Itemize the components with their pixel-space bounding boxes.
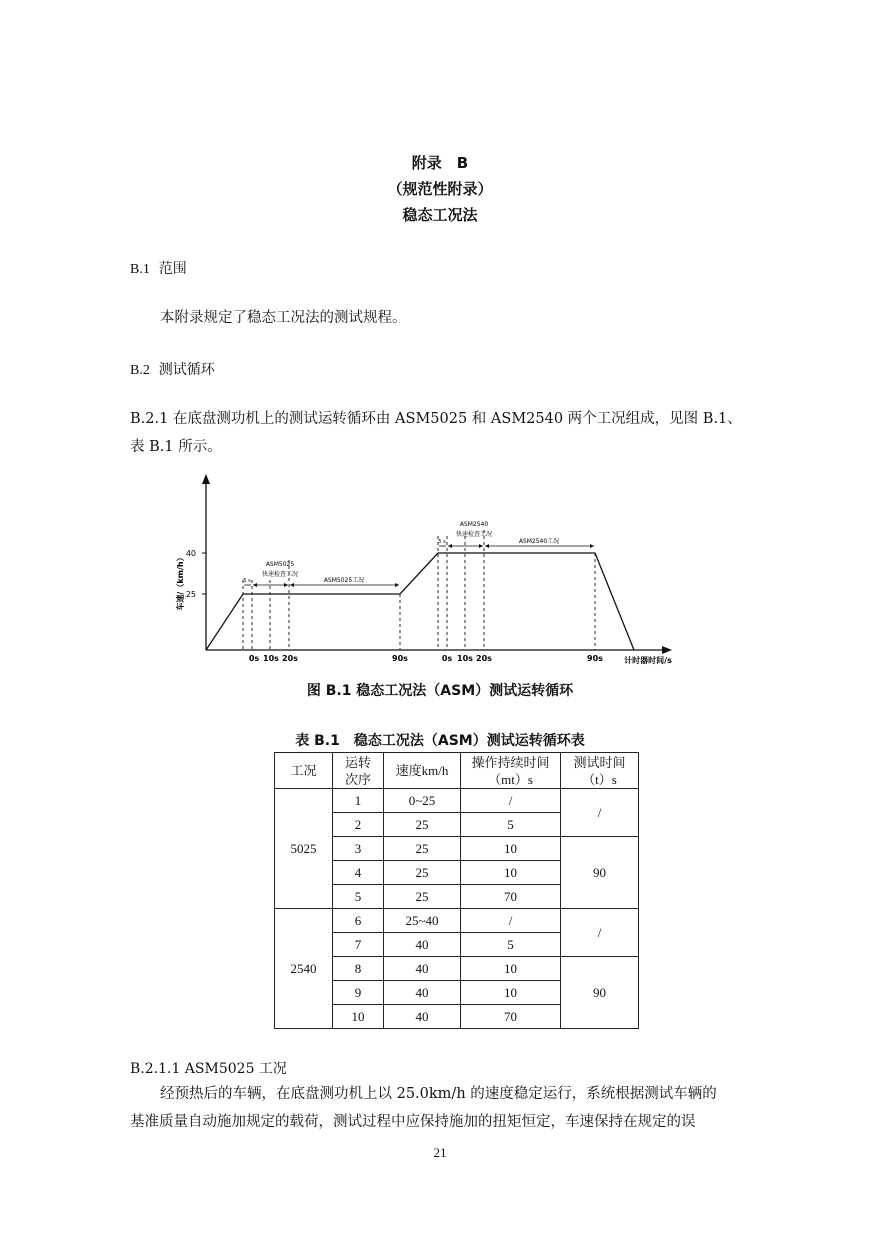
test-time-cell: 90 (561, 957, 639, 1029)
duration-cell: 70 (461, 885, 561, 909)
text-line: 基准质量自动施加规定的载荷，测试过程中应保持施加的扭矩恒定，车速保持在规定的误 (130, 1114, 696, 1130)
speed-cell: 0~25 (384, 789, 461, 813)
annotation-label: 快速检查工况 (455, 531, 493, 538)
speed-cell: 40 (384, 957, 461, 981)
y-axis-label: 车速/（km/h） (176, 553, 185, 611)
duration-cell: / (461, 909, 561, 933)
speed-cell: 40 (384, 1005, 461, 1029)
seq-cell: 7 (333, 933, 384, 957)
x-tick-label: 90s (587, 654, 603, 663)
section-b211-body (130, 1080, 750, 1136)
table-header-row (275, 753, 639, 789)
asm-cycle-table (274, 752, 639, 1029)
seq-cell: 8 (333, 957, 384, 981)
test-time-cell: / (561, 909, 639, 957)
section-b2-heading (130, 359, 215, 379)
test-time-cell: 90 (561, 837, 639, 909)
section-b1-heading (130, 258, 187, 278)
text-line: 表 B.1 所示。 (130, 439, 222, 455)
mode-cell: 2540 (275, 909, 333, 1029)
header-cell (461, 753, 561, 789)
x-axis-label: 计时器时间/s (624, 656, 672, 665)
x-tick-label: 0s (441, 654, 453, 663)
section-number: B.1 (130, 262, 150, 277)
speed-cell: 25~40 (384, 909, 461, 933)
seq-cell: 2 (333, 813, 384, 837)
duration-cell: 10 (461, 837, 561, 861)
header-text: （t）s (582, 771, 617, 787)
speed-cell: 25 (384, 861, 461, 885)
duration-cell: / (461, 789, 561, 813)
seq-cell: 6 (333, 909, 384, 933)
duration-cell: 70 (461, 1005, 561, 1029)
x-tick-label: 20s (476, 654, 492, 663)
section-title: 范围 (158, 261, 187, 277)
seq-cell: 5 (333, 885, 384, 909)
section-title: 测试循环 (158, 362, 215, 378)
header-text: 工况 (290, 763, 317, 778)
x-tick-label: 10s (457, 654, 473, 663)
header-text: 操作持续时间 (471, 754, 550, 770)
seq-cell: 1 (333, 789, 384, 813)
header-text: 次序 (344, 771, 371, 787)
duration-cell: 5 (461, 933, 561, 957)
header-text: （mt）s (488, 771, 533, 787)
annotation-label: ASM5025工况 (323, 577, 365, 584)
x-tick-label: 0s (248, 654, 260, 663)
appendix-title: 稳态工况法 (402, 206, 478, 224)
text-line: 经预热后的车辆，在底盘测功机上以 25.0km/h 的速度稳定运行，系统根据测试车辆的 (160, 1086, 717, 1102)
test-cycle-figure (0, 470, 880, 675)
annotation-label: ASM5025 (265, 561, 295, 568)
annotation-label: ASM2540工况 (518, 538, 560, 545)
test-time-cell: / (561, 789, 639, 837)
header-text: 速度km/h (395, 763, 449, 778)
header-cell (561, 753, 639, 789)
duration-cell: 5 (461, 813, 561, 837)
speed-cell: 25 (384, 837, 461, 861)
appendix-label: 附录 B (411, 154, 469, 172)
duration-cell: 10 (461, 861, 561, 885)
mode-cell: 5025 (275, 789, 333, 909)
section-b21-body (130, 405, 750, 461)
y-tick-label: 40 (185, 549, 196, 558)
section-b211-heading: B.2.1.1 ASM5025 工况 (130, 1061, 287, 1077)
table-caption: 表 B.1 稳态工况法（ASM）测试运转循环表 (295, 733, 585, 749)
seq-cell: 9 (333, 981, 384, 1005)
x-tick-label: 10s (263, 654, 279, 663)
header-cell (275, 753, 333, 789)
header-cell (384, 753, 461, 789)
speed-cell: 40 (384, 981, 461, 1005)
section-number: B.2 (130, 363, 150, 378)
speed-cell: 25 (384, 813, 461, 837)
header-cell (333, 753, 384, 789)
table-row (275, 909, 639, 933)
x-tick-label: 90s (392, 654, 408, 663)
page-number: 21 (433, 1145, 447, 1160)
annotation-label: ASM2540 (459, 521, 489, 528)
annotation-label: 快速检查工况 (261, 571, 299, 578)
duration-label: 5 s (243, 578, 251, 584)
seq-cell: 3 (333, 837, 384, 861)
figure-caption: 图 B.1 稳态工况法（ASM）测试运转循环 (306, 683, 574, 699)
speed-cell: 40 (384, 933, 461, 957)
header-text: 测试时间 (573, 754, 626, 770)
section-b1-body: 本附录规定了稳态工况法的测试规程。 (160, 310, 407, 326)
seq-cell: 10 (333, 1005, 384, 1029)
table-row (275, 789, 639, 813)
text-line: B.2.1 在底盘测功机上的测试运转循环由 ASM5025 和 ASM2540 两个工况组成，见图 B.1、 (130, 411, 742, 427)
y-tick-label: 25 (185, 590, 196, 599)
header-text: 运转 (344, 754, 371, 770)
duration-cell: 10 (461, 981, 561, 1005)
seq-cell: 4 (333, 861, 384, 885)
speed-cell: 25 (384, 885, 461, 909)
duration-cell: 10 (461, 957, 561, 981)
x-tick-label: 20s (282, 654, 298, 663)
duration-label: 5 s (438, 539, 446, 545)
appendix-type: （规范性附录） (387, 180, 493, 198)
